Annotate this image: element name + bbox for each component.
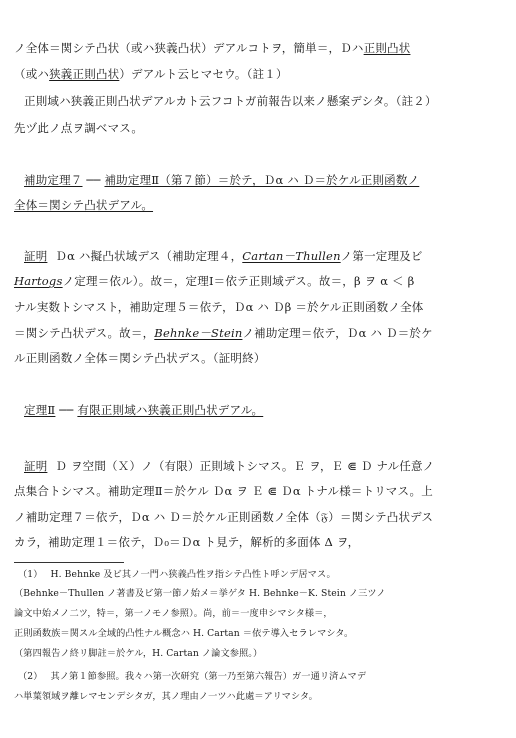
text-line: ル正則函数ノ全体＝関シテ凸状デス。（証明終）: [14, 351, 266, 365]
footnote-mark: （1）: [18, 569, 43, 580]
footnote-line: ハ単葉領域ヲ離レマセンデシタガ，其ノ理由ノ一ツハ此處＝アリマシタ。: [14, 691, 318, 702]
author-name: Behnke－Stein: [154, 326, 243, 340]
text-span: ＝関シテ凸状デス。故＝，: [14, 326, 155, 340]
text-line: [14, 197, 153, 213]
footnote-line: （Behnke－Thullen ノ著書及ビ第一節ノ始メ＝挙ゲタ H. Behnke－K. Stein ノ三ツノ: [14, 588, 386, 599]
dash: ──: [55, 403, 78, 417]
theorem-2-statement: [24, 402, 263, 418]
text-line: [14, 325, 433, 341]
text-span: H. Behnke 及ビ其ノ一門ハ狭義凸性ヲ指シテ凸性ト呼ンデ居マス。: [50, 569, 336, 580]
footnote-1-line: [18, 568, 336, 581]
underlined-term: 狭義正則凸状: [49, 67, 120, 81]
text-span: ノ第一定理及ビ: [340, 249, 423, 263]
text-span: （或ハ: [14, 67, 50, 81]
underlined-text: 補助定理Ⅱ（第７節）＝於テ，Ｄα ハ Ｄ＝於ケル正則函数ノ: [104, 173, 420, 187]
text-line: カラ，補助定理１＝依テ，Ｄ₀＝Ｄα ト見テ，解析的多面体 Δ ヲ，: [14, 535, 360, 549]
text-span: ノ定理＝依ル）。故＝，定理Ⅰ＝依テ正則域デス。故＝，β ヲ α ＜ β: [62, 274, 415, 288]
text-line: 先ヅ此ノ点ヲ調ベマス。: [14, 121, 144, 135]
underlined-text: 全体＝関シテ凸状デアル。: [14, 198, 154, 212]
text-span: Ｄα ハ擬凸状域デス（補助定理４，: [55, 249, 243, 263]
proof-line: [24, 458, 434, 474]
footnote-2-line: [18, 670, 366, 683]
underlined-term: 正則凸状: [363, 41, 411, 55]
text-line: ナル実数トシマスト，補助定理５＝依テ，Ｄα ハ Ｄβ ＝於ケル正則函数ノ全体: [14, 300, 424, 314]
text-span: ノ補助定理＝依テ，Ｄα ハ Ｄ＝於ケ: [242, 326, 433, 340]
proof-label: 証明: [24, 459, 48, 473]
text-span: ）デアルト云ヒマセウ。（註１）: [119, 67, 288, 81]
footnote-rule: [14, 562, 124, 563]
footnote-line: 正則函数族＝関スル全域的凸性ナル概念ハ H. Cartan ＝依テ導入セラレマシタ。: [14, 628, 354, 639]
dash: ──: [82, 173, 105, 187]
text-span: ノ全体＝関シテ凸状（或ハ狭義凸状）デアルコトヲ，簡単＝，Ｄハ: [14, 41, 364, 55]
underlined-text: 有限正則域ハ狭義正則凸状デアル。: [77, 403, 264, 417]
text-line: [14, 66, 288, 82]
author-name: Cartan－Thullen: [242, 249, 341, 263]
lemma-7-statement: [24, 172, 419, 188]
lemma-title: 補助定理７: [24, 173, 83, 187]
text-line: 点集合トシマス。補助定理Ⅱ＝於ケル Ｄα ヲ Ｅ ⋐ Ｄα トナル様＝トリマス。上: [14, 484, 433, 498]
text-line: [14, 40, 410, 56]
footnote-line: （第四報告ノ終リ脚註＝於ケル，H. Cartan ノ論文参照。）: [14, 648, 263, 659]
text-line: 正則域ハ狭義正則凸状デアルカト云フコトガ前報告以来ノ懸案デシタ。（註２）: [24, 94, 437, 108]
text-line: ノ補助定理７＝依テ，Ｄα ハ Ｄ＝於ケル正則函数ノ全体（𝔉）＝関シテ凸状デス: [14, 510, 434, 524]
text-line: [14, 273, 414, 289]
text-span: Ｄ ヲ空間（Ｘ）ノ（有限）正則域トシマス。Ｅ ヲ，Ｅ ⋐ Ｄ ナル任意ノ: [55, 459, 435, 473]
footnote-mark: （2）: [18, 671, 43, 682]
author-name: Hartogs: [14, 274, 63, 288]
text-span: 其ノ第１節参照。我々ハ第一次研究（第一乃至第六報告）ガ一通リ済ムマデ: [50, 671, 367, 682]
proof-label: 証明: [24, 249, 48, 263]
proof-line: [24, 248, 423, 264]
theorem-title: 定理Ⅱ: [24, 403, 56, 417]
footnote-line: 論文中始メノ二ツ，特＝，第一ノモノ参照）。尚，前＝一度申シマシタ様＝，: [14, 608, 333, 619]
